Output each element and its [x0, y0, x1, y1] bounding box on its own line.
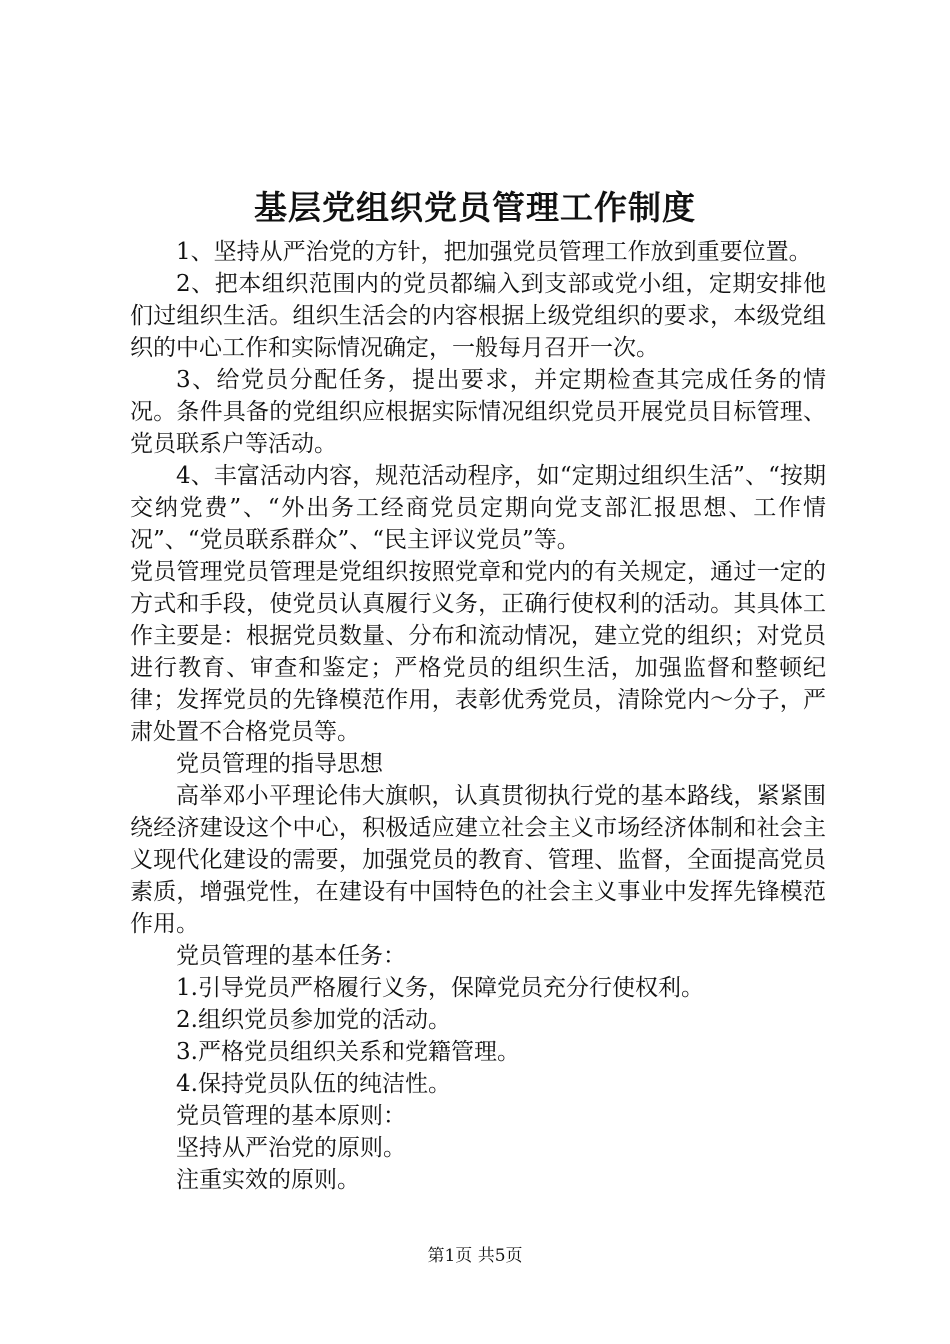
task-item-2: 2.组织党员参加党的活动。 [176, 1007, 451, 1033]
paragraph-2: 2、把本组织范围内的党员都编入到支部或党小组，定期安排他们过组织生活。组织生活会的内容根据上级党组织的要求，本级党组织的中心工作和实际情况确定，一般每月召开一次。 [130, 271, 826, 361]
paragraph-3: 3、给党员分配任务，提出要求，并定期检查其完成任务的情况。条件具备的党组织应根据实际情况组织党员开展党员目标管理、党员联系户等活动。 [130, 367, 826, 457]
heading-guiding-thought: 党员管理的指导思想 [176, 751, 383, 777]
task-item-1: 1.引导党员严格履行义务，保障党员充分行使权利。 [176, 975, 704, 1001]
heading-basic-principles: 党员管理的基本原则： [176, 1103, 406, 1129]
document-title: 基层党组织党员管理工作制度 [254, 188, 696, 227]
principle-item-2: 注重实效的原则。 [176, 1167, 360, 1193]
paragraph-1: 1、坚持从严治党的方针，把加强党员管理工作放到重要位置。 [176, 239, 812, 265]
heading-basic-tasks: 党员管理的基本任务： [176, 943, 406, 969]
page-number-footer: 第1页 共5页 [427, 1246, 523, 1266]
paragraph-4: 4、丰富活动内容，规范活动程序，如“定期过组织生活”、“按期交纳党费”、“外出务工经商党员定期向党支部汇报思想、工作情况”、“党员联系群众”、“民主评议党员”等。 [130, 463, 826, 553]
task-item-4: 4.保持党员队伍的纯洁性。 [176, 1071, 451, 1097]
principle-item-1: 坚持从严治党的原则。 [176, 1135, 406, 1161]
document-body [130, 236, 826, 1196]
task-item-3: 3.严格党员组织关系和党籍管理。 [176, 1039, 520, 1065]
paragraph-guiding-thought: 高举邓小平理论伟大旗帜，认真贯彻执行党的基本路线，紧紧围绕经济建设这个中心，积极适应建立社会主义市场经济体制和社会主义现代化建设的需要，加强党员的教育、管理、监督，全面提高党员素质，增强党性，在建设有中国特色的社会主义事业中发挥先锋模范作用。 [130, 783, 826, 937]
paragraph-party-member-management: 党员管理党员管理是党组织按照党章和党内的有关规定，通过一定的方式和手段，使党员认真履行义务，正确行使权利的活动。其具体工作主要是：根据党员数量、分布和流动情况，建立党的组织；对党员进行教育、审查和鉴定；严格党员的组织生活，加强监督和整顿纪律；发挥党员的先锋模范作用，表彰优秀党员，清除党内～分子，严肃处置不合格党员等。 [130, 559, 826, 745]
